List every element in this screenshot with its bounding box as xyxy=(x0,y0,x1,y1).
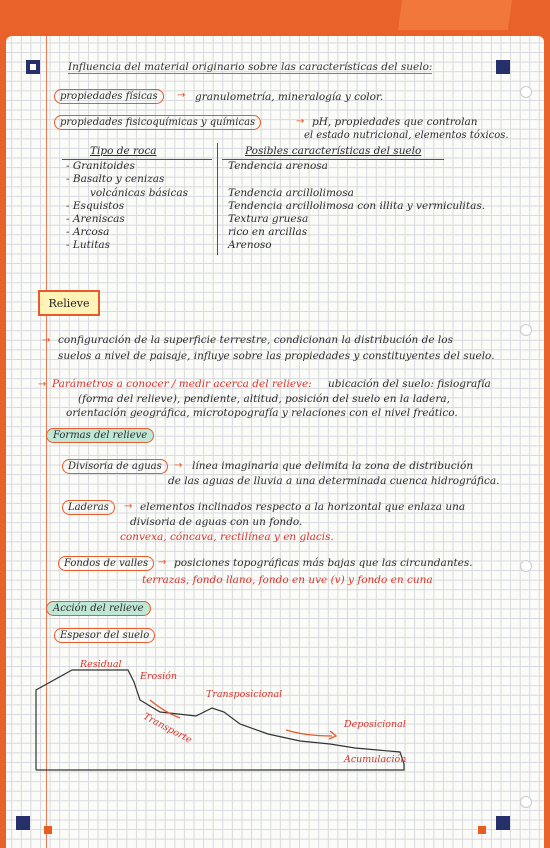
propiedades-fisicas-label: propiedades físicas xyxy=(54,89,164,104)
deposicional-label: Deposicional xyxy=(344,719,406,730)
divisoria-label: Divisoria de aguas xyxy=(62,459,168,474)
table-cell-roca: - Arcosa xyxy=(66,226,110,238)
propiedades-fq-label: propiedades fisicoquímicas y químicas xyxy=(54,115,261,130)
table-cell-suelo: Arenoso xyxy=(228,239,272,251)
acumulacion-label: Acumulación xyxy=(344,754,407,765)
laderas-text-3: convexa, cóncava, rectilínea y en glacis. xyxy=(120,531,334,543)
parametros-label: Parámetros a conocer / medir acerca del relieve: xyxy=(52,378,312,390)
relieve-text-1: configuración de la superficie terrestre, condicionan la distribución de los xyxy=(58,334,453,346)
table-header-roca: Tipo de roca xyxy=(90,145,157,157)
deposicional-arrow-icon xyxy=(286,730,332,736)
fondos-text-1: posiciones topográficas más bajas que las circundantes. xyxy=(174,557,473,569)
divisoria-text-1: línea imaginaria que delimita la zona de distribución xyxy=(192,460,474,472)
table-cell-roca: volcánicas básicas xyxy=(90,187,188,199)
table-cell-roca: - Granitoides xyxy=(66,160,135,172)
table-cell-roca: - Areniscas xyxy=(66,213,125,225)
arrow-icon: → xyxy=(124,501,133,512)
section-heading-formas: Formas del relieve xyxy=(46,428,154,443)
table-cell-suelo: Tendencia arcillolimosa con illita y vermiculitas. xyxy=(228,200,486,212)
divisoria-text-2: de las aguas de lluvia a una determinada cuenca hidrográfica. xyxy=(168,475,500,487)
table-cell-suelo: Tendencia arcillolimosa xyxy=(228,187,354,199)
fondos-text-2: terrazas, fondo llano, fondo en uve (v) y fondo en cuna xyxy=(142,574,433,586)
laderas-text-2: divisoria de aguas con un fondo. xyxy=(130,516,303,528)
laderas-text-1: elementos inclinados respecto a la horizontal que enlaza una xyxy=(140,501,466,513)
table-cell-suelo: Textura gruesa xyxy=(228,213,309,225)
transporte-label: Transporte xyxy=(141,711,194,746)
arrow-icon: → xyxy=(174,460,183,471)
arrow-icon: → xyxy=(177,90,186,101)
page-title: Influencia del material originario sobre las características del suelo: xyxy=(68,61,433,73)
espesor-label: Espesor del suelo xyxy=(54,628,155,643)
arrow-icon: → xyxy=(38,379,47,390)
table-cell-roca: - Basalto y cenizas xyxy=(66,173,165,185)
table-header-suelo: Posibles características del suelo xyxy=(245,145,422,157)
arrow-icon: → xyxy=(42,335,51,346)
table-cell-roca: - Lutitas xyxy=(66,239,111,251)
fondos-label: Fondos de valles xyxy=(58,556,154,571)
arrowhead-icon xyxy=(329,731,336,739)
transposicional-label: Transposicional xyxy=(206,689,283,700)
parametros-text-3: orientación geográfica, microtopografía y relaciones con el nivel freático. xyxy=(66,407,458,419)
relieve-text-2: suelos a nivel de paisaje, influye sobre las propiedades y constituyentes del suelo. xyxy=(58,350,495,362)
parametros-text-2: (forma del relieve), pendiente, altitud, posición del suelo en la ladera, xyxy=(78,393,450,405)
propiedades-fisicas-text: granulometría, mineralogía y color. xyxy=(195,91,384,103)
propiedades-fq-text2: el estado nutricional, elementos tóxicos. xyxy=(304,130,509,141)
section-heading-relieve: Relieve xyxy=(38,290,100,316)
section-heading-accion: Acción del relieve xyxy=(46,601,151,616)
arrow-icon: → xyxy=(296,116,305,127)
table-cell-suelo: rico en arcillas xyxy=(228,226,308,238)
table-cell-suelo: Tendencia arenosa xyxy=(228,160,328,172)
erosion-label: Erosión xyxy=(140,671,177,682)
table-cell-roca: - Esquistos xyxy=(66,200,125,212)
residual-label: Residual xyxy=(80,659,122,670)
parametros-text-1: ubicación del suelo: fisiografía xyxy=(328,378,491,390)
laderas-label: Laderas xyxy=(62,500,115,515)
propiedades-fq-text1: pH, propiedades que controlan xyxy=(312,116,478,128)
arrow-icon: → xyxy=(158,557,167,568)
